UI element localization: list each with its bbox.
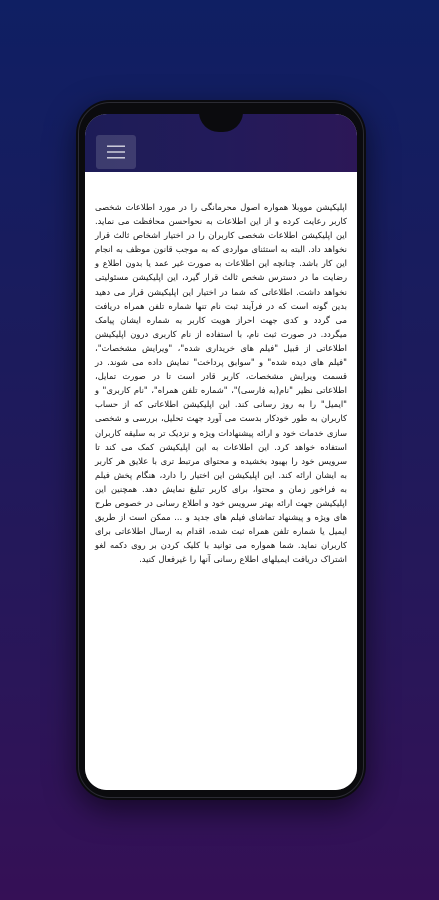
phone-screen bbox=[85, 114, 357, 790]
privacy-policy-text: اپلیکیشن مووبلا همواره اصول محرمانگی را در مورد اطلاعات شخصی کاربر رعایت کرده و از این اطلاعات به نحواحسن محافظت می نماید. این اپلیکیشن اطلاعات شخصی کاربران را در اختیار اشخاص ثالث قرار نخواهد داد. البته به استثنای مواردی که به موجب قانون موظف به انجام این کار باشد. چنانچه این اطلاعات به صورت غیر عمد یا بدون اطلاع و رضایت ما در دسترس شخص ثالث قرار گیرد، این اپلیکیشن مسئولیتی نخواهد داشت. اطلاعاتی که شما در اختیار این اپلیکیشن قرار می دهید بدین گونه است که در فرآیند ثبت نام تنها شماره تلفن همراه دریافت می گردد و کدی جهت احراز هویت کاربر به شماره ایشان پیامک میگردد. در صورت ثبت نام، با استفاده از نام کاربری درون اپلیکیشن اطلاعاتی از قبیل "فیلم های خریداری شده"، "ویرایش مشخصات"، "فیلم های دیده شده" و "سوابق پرداخت" نمایش داده می شوند. در قسمت ویرایش مشخصات، کاربر قادر است تا در صورت تمایل، اطلاعاتی نظیر "نام(به فارسی)"، "شماره تلفن همراه"، "نام کاربری" و "ایمیل" را به روز رسانی کند. این اپلیکیشن اطلاعاتی که از حساب کاربران به طور خودکار بدست می آورد جهت تحلیل، بررسی و شخصی سازی خدمات خود و ارائه پیشنهادات ویژه و نزدیک تر به سلیقه کاربران استفاده خواهد کرد. این اطلاعات به این اپلیکیشن کمک می کند تا سرویس خود را بهبود بخشیده و محتوای مرتبط تری با علایق هر کاربر به ایشان ارائه کند. این اپلیکیشن این اختیار را دارد، هنگام پخش فیلم به فراخور زمان و محتوا، برای کاربر تبلیغ نمایش دهد. همچنین این اپلیکیشن جهت ارائه بهتر سرویس خود و اطلاع رسانی در خصوص طرح های ویژه و پیشنهاد تماشای فیلم های جدید و ... ممکن است از طریق ایمیل یا شماره تلفن همراه ثبت شده، اقدام به ارسال اطلاعاتی برای کاربران نماید. شما همواره می توانید با کلیک کردن بر روی دکمه لغو اشتراک دریافت ایمیلهای اطلاع رسانی آنها را غیرفعال کنید. bbox=[95, 202, 347, 565]
menu-button[interactable] bbox=[96, 135, 136, 169]
privacy-policy-content bbox=[85, 172, 357, 790]
hamburger-menu-icon bbox=[106, 144, 126, 160]
phone-frame bbox=[76, 100, 366, 800]
